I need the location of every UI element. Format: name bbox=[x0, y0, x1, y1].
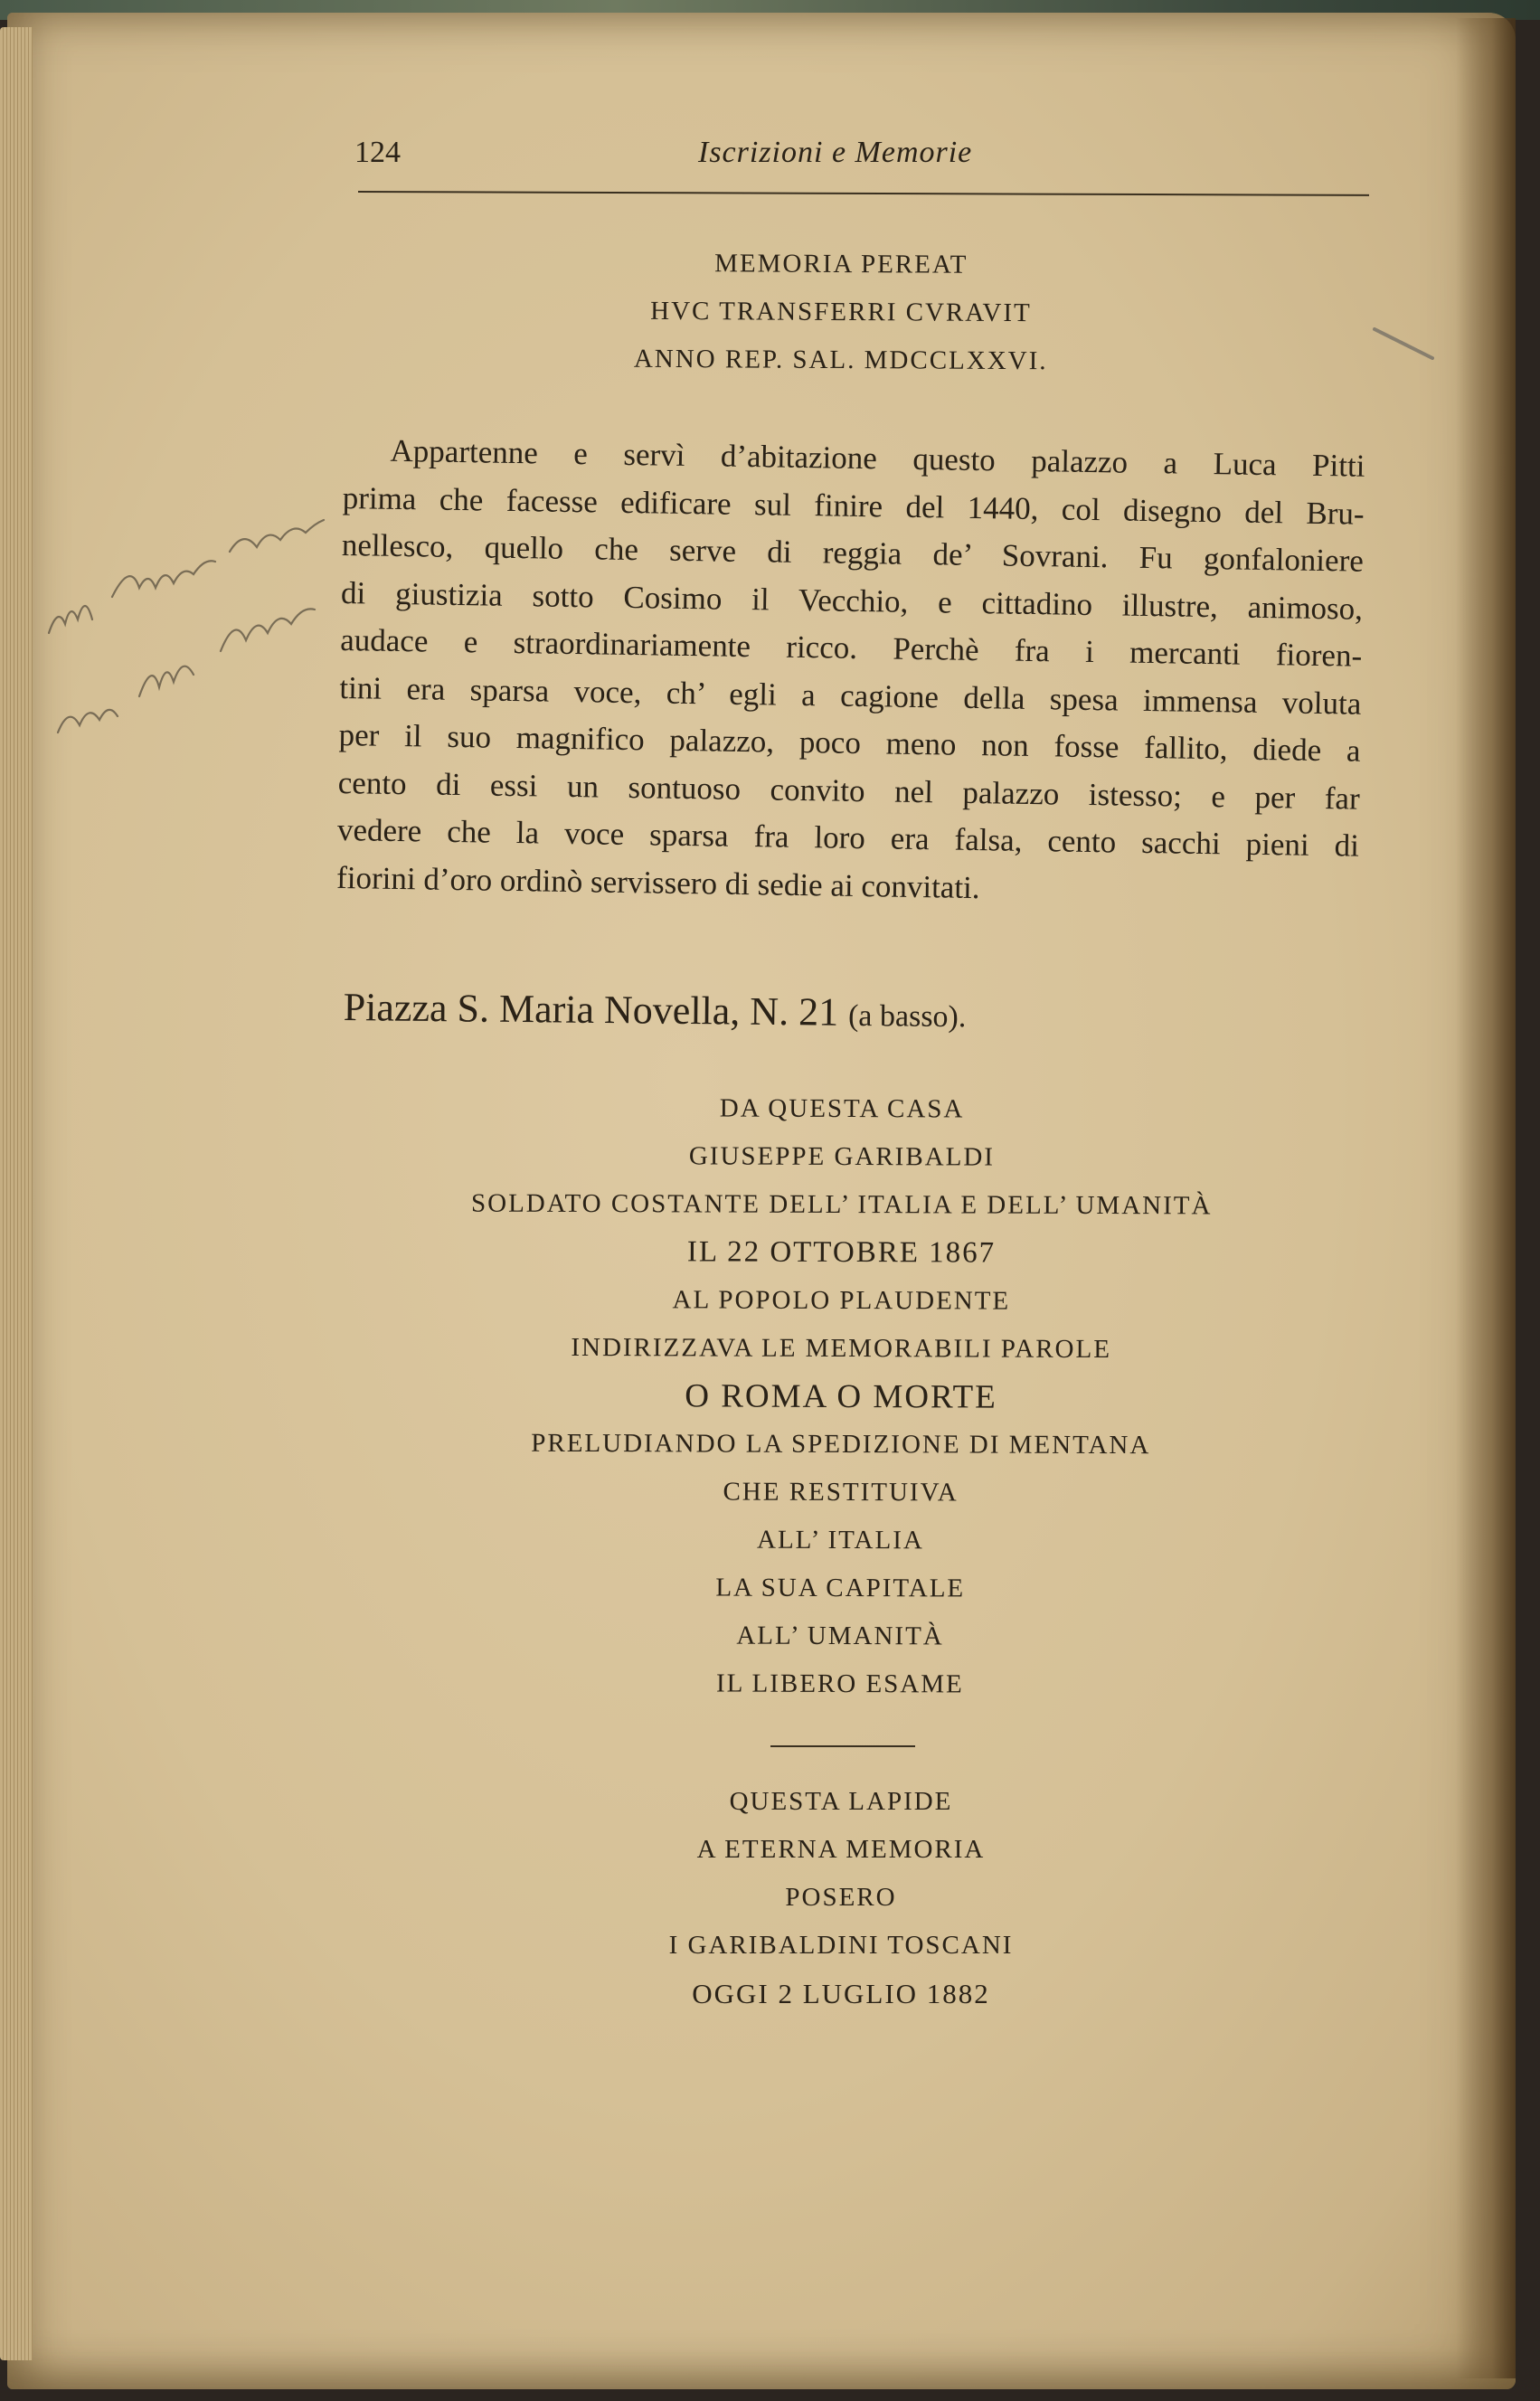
running-title: Iscrizioni e Memorie bbox=[698, 136, 973, 169]
paragraph-line: di giustizia sotto Cosimo il Vecchio, e cittadino illustre, animoso, bbox=[340, 574, 1364, 627]
paragraph-line: vedere che la voce sparsa fra loro era falsa, cento sacchi pieni di bbox=[336, 811, 1360, 864]
paragraph-line: fiorini d’oro ordinò servissero di sedie ai convitati. bbox=[335, 859, 980, 905]
handwriting-icon bbox=[40, 470, 347, 760]
running-head bbox=[354, 136, 1367, 190]
inscription-line: INDIRIZZAVA LE MEMORABILI PAROLE bbox=[571, 1332, 1112, 1365]
inscription-pitti bbox=[326, 238, 1357, 387]
handwritten-margin-note bbox=[40, 470, 347, 760]
inscription-line: AL POPOLO PLAUDENTE bbox=[672, 1285, 1011, 1316]
paragraph-line: Appartenne e servì d’abitazione questo palazzo a Luca Pitti bbox=[390, 432, 1365, 484]
inscription-line: MEMORIA PEREAT bbox=[714, 249, 968, 279]
inscription-line: SOLDATO COSTANTE DELL’ ITALIA E DELL’ UMANITÀ bbox=[470, 1188, 1213, 1221]
inscription-line: PRELUDIANDO LA SPEDIZIONE DI MENTANA bbox=[531, 1428, 1151, 1460]
inscription-line: GIUSEPPE GARIBALDI bbox=[688, 1141, 996, 1172]
inscription-motto: O ROMA O MORTE bbox=[685, 1377, 997, 1416]
inscription-line: A ETERNA MEMORIA bbox=[696, 1835, 986, 1864]
inscription-line: ALL’ ITALIA bbox=[757, 1525, 924, 1555]
inscription-line: HVC TRANSFERRI CVRAVIT bbox=[650, 296, 1032, 328]
inscription-line: CHE RESTITUIVA bbox=[723, 1477, 959, 1508]
page-edges bbox=[0, 27, 33, 2360]
paragraph-line: cento di essi un sontuoso convito nel palazzo istesso; e per far bbox=[337, 764, 1360, 817]
binding-shadow bbox=[1456, 18, 1516, 2378]
inscription-divider bbox=[770, 1745, 915, 1747]
paragraph-line: tini era sparsa voce, ch’ egli a cagione della spesa immensa voluta bbox=[339, 669, 1362, 722]
paragraph-line: audace e straordinariamente ricco. Perchè fra i mercanti fioren- bbox=[339, 621, 1363, 674]
inscription-line: OGGI 2 LUGLIO 1882 bbox=[692, 1978, 990, 2009]
inscription-line: ALL’ UMANITÀ bbox=[736, 1621, 944, 1651]
inscription-line: DA QUESTA CASA bbox=[719, 1093, 965, 1124]
inscription-garibaldi bbox=[325, 1083, 1357, 1710]
paragraph-line: per il suo magnifico palazzo, poco meno non fosse fallito, diede a bbox=[338, 716, 1361, 769]
page-number: 124 bbox=[354, 136, 401, 169]
inscription-line: IL LIBERO ESAME bbox=[715, 1668, 964, 1699]
inscription-line: POSERO bbox=[785, 1883, 897, 1912]
inscription-line: LA SUA CAPITALE bbox=[715, 1573, 966, 1603]
inscription-lapide bbox=[326, 1778, 1356, 2018]
paragraph-line: prima che facesse edificare sul finire del 1440, col disegno del Bru- bbox=[342, 479, 1365, 532]
section-heading-text: Piazza S. Maria Novella, N. 21 bbox=[343, 985, 839, 1035]
inscription-line: ANNO REP. SAL. MDCCLXXVI. bbox=[633, 344, 1048, 376]
pencil-mark bbox=[1367, 320, 1440, 365]
section-heading bbox=[343, 984, 966, 1036]
paragraph-line: nellesco, quello che serve di reggia de’ Sovrani. Fu gonfaloniere bbox=[341, 526, 1365, 579]
inscription-line: I GARIBALDINI TOSCANI bbox=[668, 1931, 1014, 1960]
body-paragraph bbox=[336, 427, 1365, 918]
inscription-line: IL 22 OTTOBRE 1867 bbox=[686, 1235, 997, 1270]
inscription-line: QUESTA LAPIDE bbox=[729, 1787, 953, 1816]
section-heading-note: (a basso). bbox=[847, 998, 967, 1035]
